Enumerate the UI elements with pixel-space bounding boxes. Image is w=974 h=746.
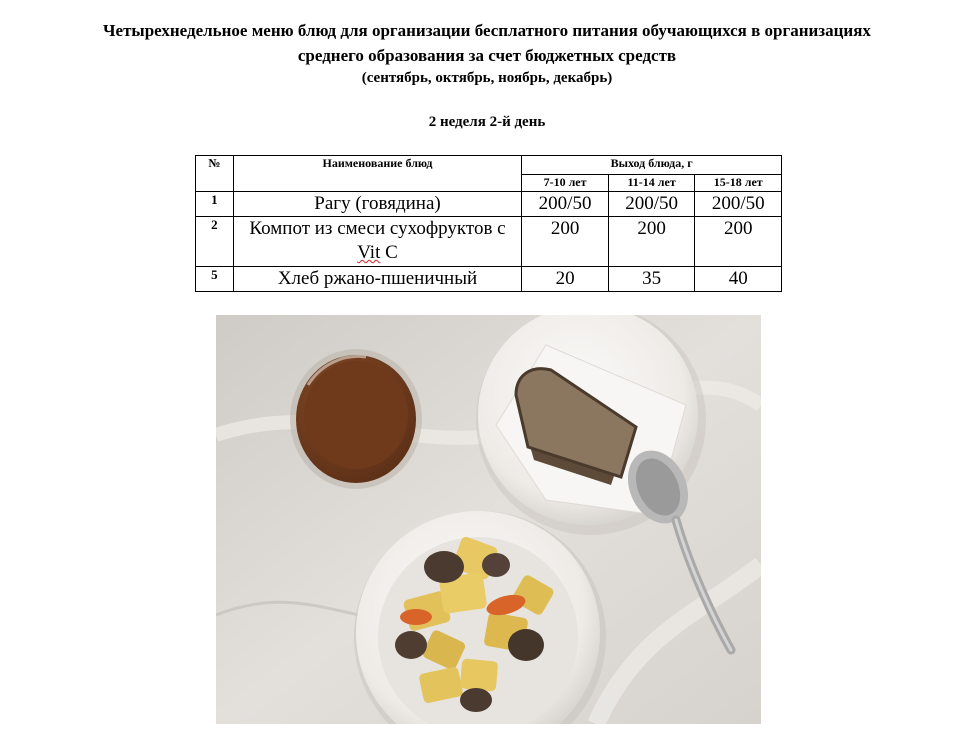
meal-photo [216,315,761,724]
portion-11-14: 200 [608,217,695,267]
portion-15-18: 200 [695,217,782,267]
column-header-age-15-18: 15-18 лет [695,175,782,192]
table-row [196,217,782,267]
row-number: 1 [196,192,234,217]
row-number: 5 [196,267,234,292]
portion-7-10: 20 [522,267,609,292]
dish-name [233,217,522,267]
compote-glass [290,349,422,489]
dish-name-part-flagged: Vit [357,242,381,263]
portion-11-14: 35 [608,267,695,292]
meal-photo-drawing [216,315,761,724]
table-header-row [196,156,782,175]
dish-name: Рагу (говядина) [233,192,522,217]
portion-15-18: 40 [695,267,782,292]
dish-name: Хлеб ржано-пшеничный [233,267,522,292]
document-subtitle: (сентябрь, октябрь, ноябрь, декабрь) [361,70,613,86]
document-title-line-1: Четырехнедельное меню блюд для организации бесплатного питания обучающихся в организациях [103,21,871,40]
table-row [196,267,782,292]
row-number: 2 [196,217,234,267]
portion-7-10: 200/50 [522,192,609,217]
dish-name-part: С [380,242,398,263]
column-header-age-11-14: 11-14 лет [608,175,695,192]
document-title-line-2: среднего образования за счет бюджетных средств [297,46,677,65]
dish-name-part: Компот из смеси сухофруктов с [249,218,506,239]
column-header-number: № [196,156,234,192]
portion-15-18: 200/50 [695,192,782,217]
column-header-dish-name: Наименование блюд [233,156,522,192]
day-heading: 2 неделя 2-й день [428,114,546,130]
column-header-output: Выход блюда, г [522,156,782,175]
table-row [196,192,782,217]
portion-11-14: 200/50 [608,192,695,217]
portion-7-10: 200 [522,217,609,267]
column-header-age-7-10: 7-10 лет [522,175,609,192]
menu-table [195,155,782,292]
